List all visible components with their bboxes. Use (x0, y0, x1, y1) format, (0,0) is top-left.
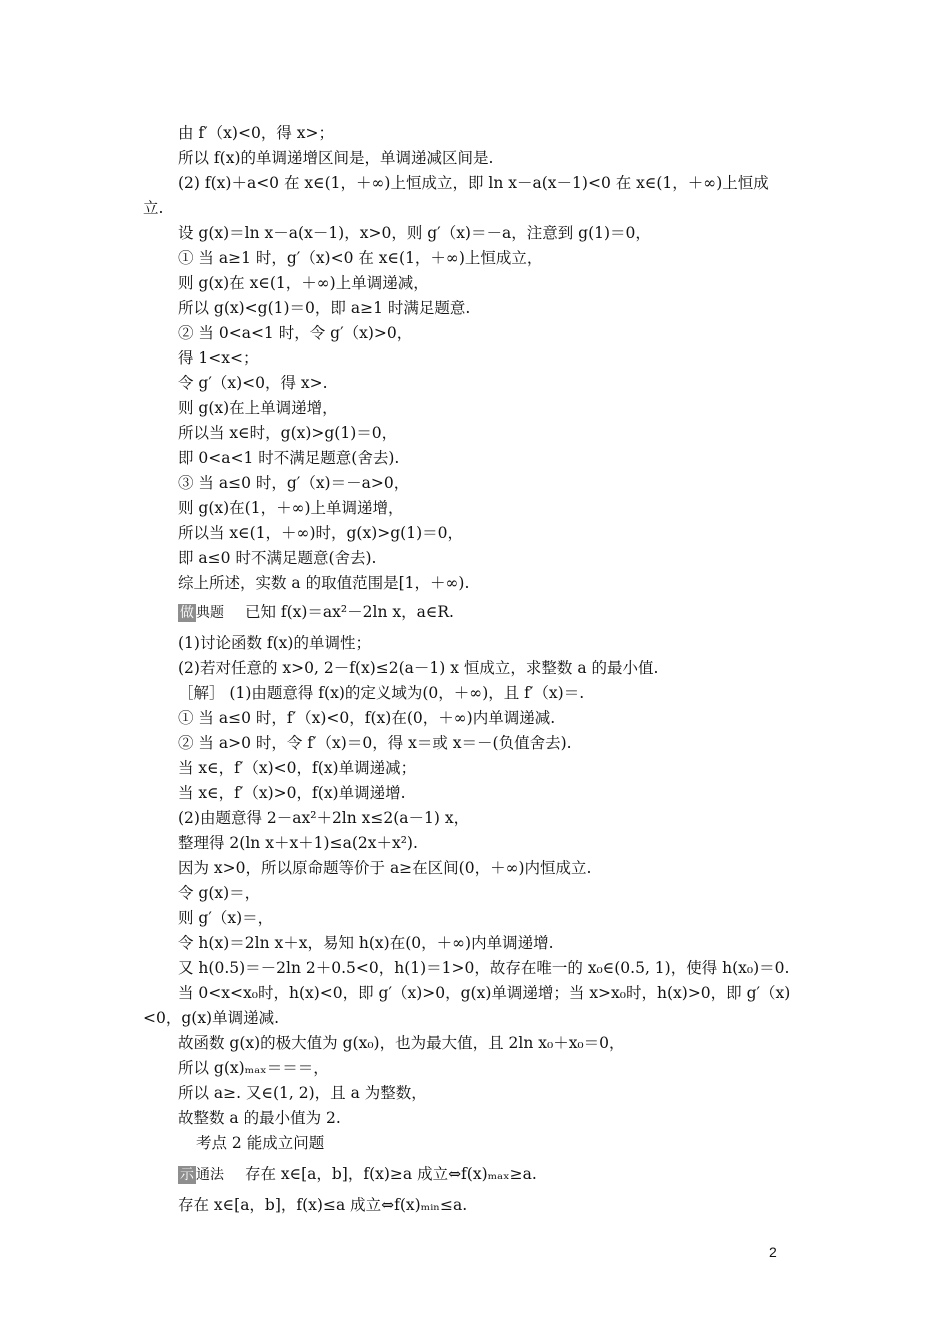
text-line: 则 g(x)在(1，＋∞)上单调递增， (178, 499, 404, 517)
text-line: 令 h(x)＝2ln x＋x，易知 h(x)在(0，＋∞)内单调递增. (178, 934, 554, 952)
text-line: 立. (143, 199, 164, 217)
text-line: 当 x∈，f′（x)>0，f(x)单调递增. (178, 784, 406, 802)
text-line: 综上所述，实数 a 的取值范围是[1，＋∞). (178, 574, 470, 592)
text-line: 由 f′（x)<0，得 x>； (178, 124, 334, 142)
text-line: ① 当 a≤0 时，f′（x)<0，f(x)在(0，＋∞)内单调递减. (178, 709, 556, 727)
text-line: 所以 g(x)<g(1)＝0，即 a≥1 时满足题意. (178, 299, 471, 317)
text-line: 因为 x>0，所以原命题等价于 a≥在区间(0，＋∞)内恒成立. (178, 859, 592, 877)
example-heading (178, 601, 454, 623)
text-line: ［解］ (1)由题意得 f(x)的定义域为(0，＋∞)，且 f′（x)＝. (178, 684, 585, 702)
text-line: 所以 a≥. 又∈(1, 2)，且 a 为整数， (178, 1084, 427, 1102)
text-line: 则 g(x)在上单调递增， (178, 399, 338, 417)
text-line: 当 x∈，f′（x)<0，f(x)单调递减； (178, 759, 417, 777)
text-line: ③ 当 a≤0 时，g′（x)＝－a>0， (178, 474, 410, 492)
method-tag-box: 示 (180, 1167, 194, 1183)
text-line: 整理得 2(ln x＋x＋1)≤a(2x＋x²). (178, 834, 418, 852)
text-line: 所以当 x∈时，g(x)>g(1)＝0， (178, 424, 398, 442)
example-tag (178, 604, 224, 622)
text-line: (2)由题意得 2－ax²＋2ln x≤2(a－1) x， (178, 809, 470, 827)
text-line: (2) f(x)＋a<0 在 x∈(1，＋∞)上恒成立，即 ln x－a(x－1)<0 在 x∈(1，＋∞)上恒成 (178, 174, 769, 192)
text-line: <0，g(x)单调递减. (143, 1009, 280, 1027)
text-line: 存在 x∈[a，b]，f(x)≤a 成立⇔f(x)ₘᵢₙ≤a. (178, 1196, 468, 1214)
text-line: 所以 f(x)的单调递增区间是，单调递减区间是. (178, 149, 494, 167)
text-line: ② 当 0<a<1 时，令 g′（x)>0， (178, 324, 413, 342)
example-tag-label: 典题 (196, 605, 224, 621)
problem-statement: 已知 f(x)＝ax²－2ln x，a∈R. (244, 603, 454, 621)
example-tag-box: 做 (180, 605, 194, 621)
text-line: 所以当 x∈(1，＋∞)时，g(x)>g(1)＝0， (178, 524, 463, 542)
text-line: 则 g′（x)＝， (178, 909, 274, 927)
text-line: 当 0<x<x₀时，h(x)<0，即 g′（x)>0，g(x)单调递增；当 x>x₀时，h(x)>0，即 g′（x) (178, 984, 791, 1002)
text-line: 即 0<a<1 时不满足题意(舍去). (178, 449, 400, 467)
section-heading: 考点 2 能成立问题 (196, 1134, 325, 1152)
text-line: 即 a≤0 时不满足题意(舍去). (178, 549, 377, 567)
method-heading (178, 1163, 537, 1185)
text-line: 则 g(x)在 x∈(1，＋∞)上单调递减， (178, 274, 429, 292)
text-line: 令 g(x)＝， (178, 884, 261, 902)
method-tag (178, 1166, 224, 1184)
method-tag-label: 通法 (196, 1167, 224, 1183)
text-line: 所以 g(x)ₘₐₓ＝＝＝， (178, 1059, 329, 1077)
method-statement: 存在 x∈[a，b]，f(x)≥a 成立⇔f(x)ₘₐₓ≥a. (244, 1165, 537, 1183)
page-number: 2 (769, 1244, 777, 1260)
text-line: ① 当 a≥1 时，g′（x)<0 在 x∈(1，＋∞)上恒成立， (178, 249, 543, 267)
text-line: 令 g′（x)<0，得 x>. (178, 374, 328, 392)
text-line: 得 1<x<； (178, 349, 259, 367)
text-line: 设 g(x)＝ln x－a(x－1)，x>0，则 g′（x)＝－a，注意到 g(1)＝0， (178, 224, 651, 242)
text-line: 又 h(0.5)＝－2ln 2＋0.5<0，h(1)＝1>0，故存在唯一的 x₀∈(0.5, 1)，使得 h(x₀)＝0. (178, 959, 790, 977)
text-line: (1)讨论函数 f(x)的单调性； (178, 634, 371, 652)
text-line: (2)若对任意的 x>0, 2－f(x)≤2(a－1) x 恒成立，求整数 a 的最小值. (178, 659, 659, 677)
text-line: 故函数 g(x)的极大值为 g(x₀)，也为最大值，且 2ln x₀＋x₀＝0， (178, 1034, 625, 1052)
text-line: ② 当 a>0 时，令 f′（x)＝0，得 x＝或 x＝－(负值舍去). (178, 734, 572, 752)
text-line: 故整数 a 的最小值为 2. (178, 1109, 341, 1127)
